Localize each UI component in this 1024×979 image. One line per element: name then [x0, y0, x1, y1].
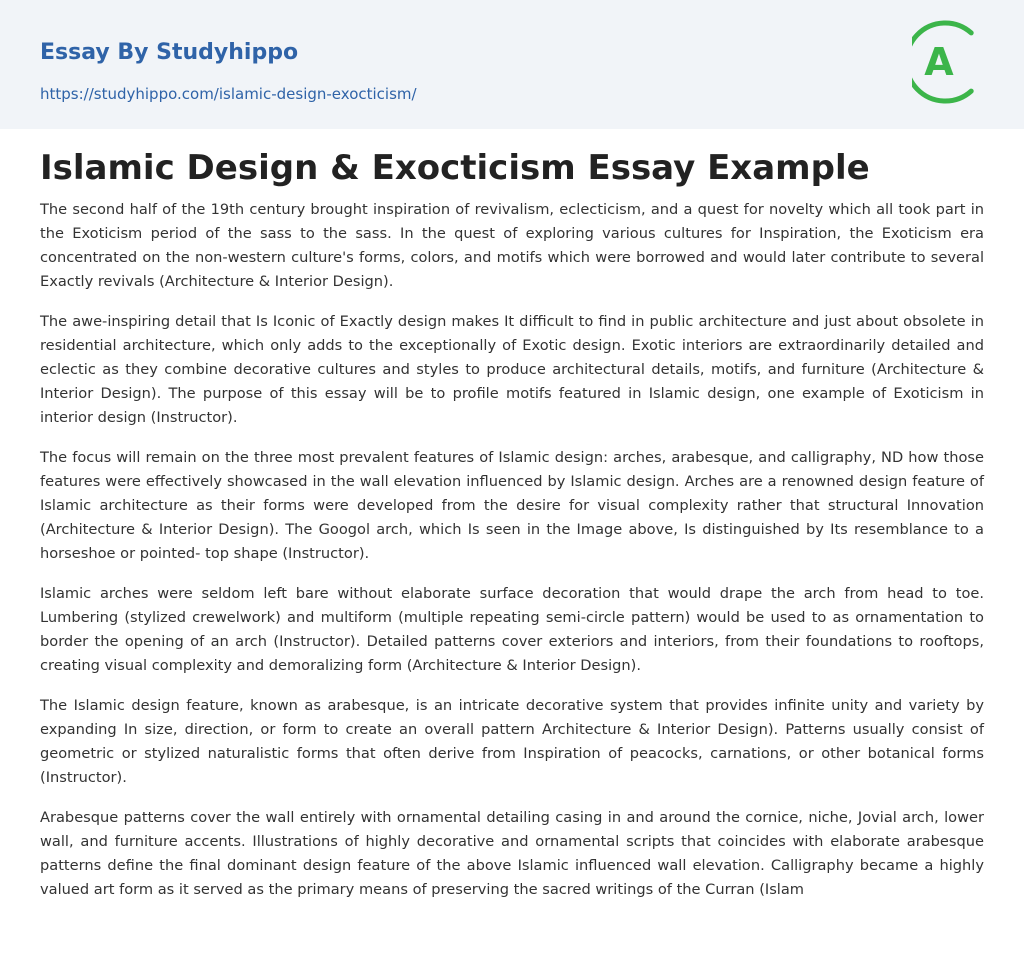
- essay-url-link[interactable]: https://studyhippo.com/islamic-design-exocticism/: [40, 85, 417, 103]
- article-paragraph-5: The Islamic design feature, known as arabesque, is an intricate decorative system that provides infinite unity and variety by expanding In size, direction, or form to create an overall pattern Architecture & Interior Design). Patterns usually consist of geometric or stylized naturalistic forms that often derive from Inspiration of peacocks, carnations, or other botanical forms (Instructor).: [40, 697, 984, 786]
- article: [40, 142, 984, 918]
- article-paragraph-6: Arabesque patterns cover the wall entirely with ornamental detailing casing in and around the cornice, niche, Jovial arch, lower wall, and furniture accents. Illustrations of highly decorative and ornamental scripts that coincides with elaborate arabesque patterns define the final dominant design feature of the above Islamic influenced wall elevation. Calligraphy became a highly valued art form as it served as the primary means of preserving the sacred writings of the Curran (Islam: [40, 809, 984, 898]
- studyhippo-logo-icon[interactable]: [912, 19, 985, 105]
- article-paragraph-3: The focus will remain on the three most prevalent features of Islamic design: arches, arabesque, and calligraphy, ND how those features were effectively showcased in the wall elevation influenced by Islamic design. Arches are a renowned design feature of Islamic architecture as their forms were developed from the desire for visual complexity rather that structural Innovation (Architecture & Interior Design). The Googol arch, which Is seen in the Image above, Is distinguished by Its resemblance to a horseshoe or pointed- top shape (Instructor).: [40, 449, 984, 562]
- logo-letter: A: [924, 40, 954, 84]
- site-brand[interactable]: Essay By Studyhippo: [40, 40, 299, 65]
- article-paragraph-1: The second half of the 19th century brought inspiration of revivalism, eclecticism, and a quest for novelty which all took part in the Exoticism period of the sass to the sass. In the quest of exploring various cultures for Inspiration, the Exoticism era concentrated on the non-western culture's forms, colors, and motifs which were borrowed and would later contribute to several Exactly revivals (Architecture & Interior Design).: [40, 201, 984, 290]
- article-paragraph-2: The awe-inspiring detail that Is Iconic of Exactly design makes It difficult to find in public architecture and just about obsolete in residential architecture, which only adds to the exceptionally of Exotic design. Exotic interiors are extraordinarily detailed and eclectic as they combine decorative cultures and styles to produce architectural details, motifs, and furniture (Architecture & Interior Design). The purpose of this essay will be to profile motifs featured in Islamic design, one example of Exoticism in interior design (Instructor).: [40, 313, 984, 426]
- site-header: [0, 0, 1024, 129]
- page-title: Islamic Design & Exocticism Essay Example: [40, 148, 870, 188]
- article-paragraph-4: Islamic arches were seldom left bare without elaborate surface decoration that would drape the arch from head to toe. Lumbering (stylized crewelwork) and multiform (multiple repeating semi-circle pattern) would be used to as ornamentation to border the opening of an arch (Instructor). Detailed patterns cover exteriors and interiors, from their foundations to rooftops, creating visual complexity and demoralizing form (Architecture & Interior Design).: [40, 585, 984, 674]
